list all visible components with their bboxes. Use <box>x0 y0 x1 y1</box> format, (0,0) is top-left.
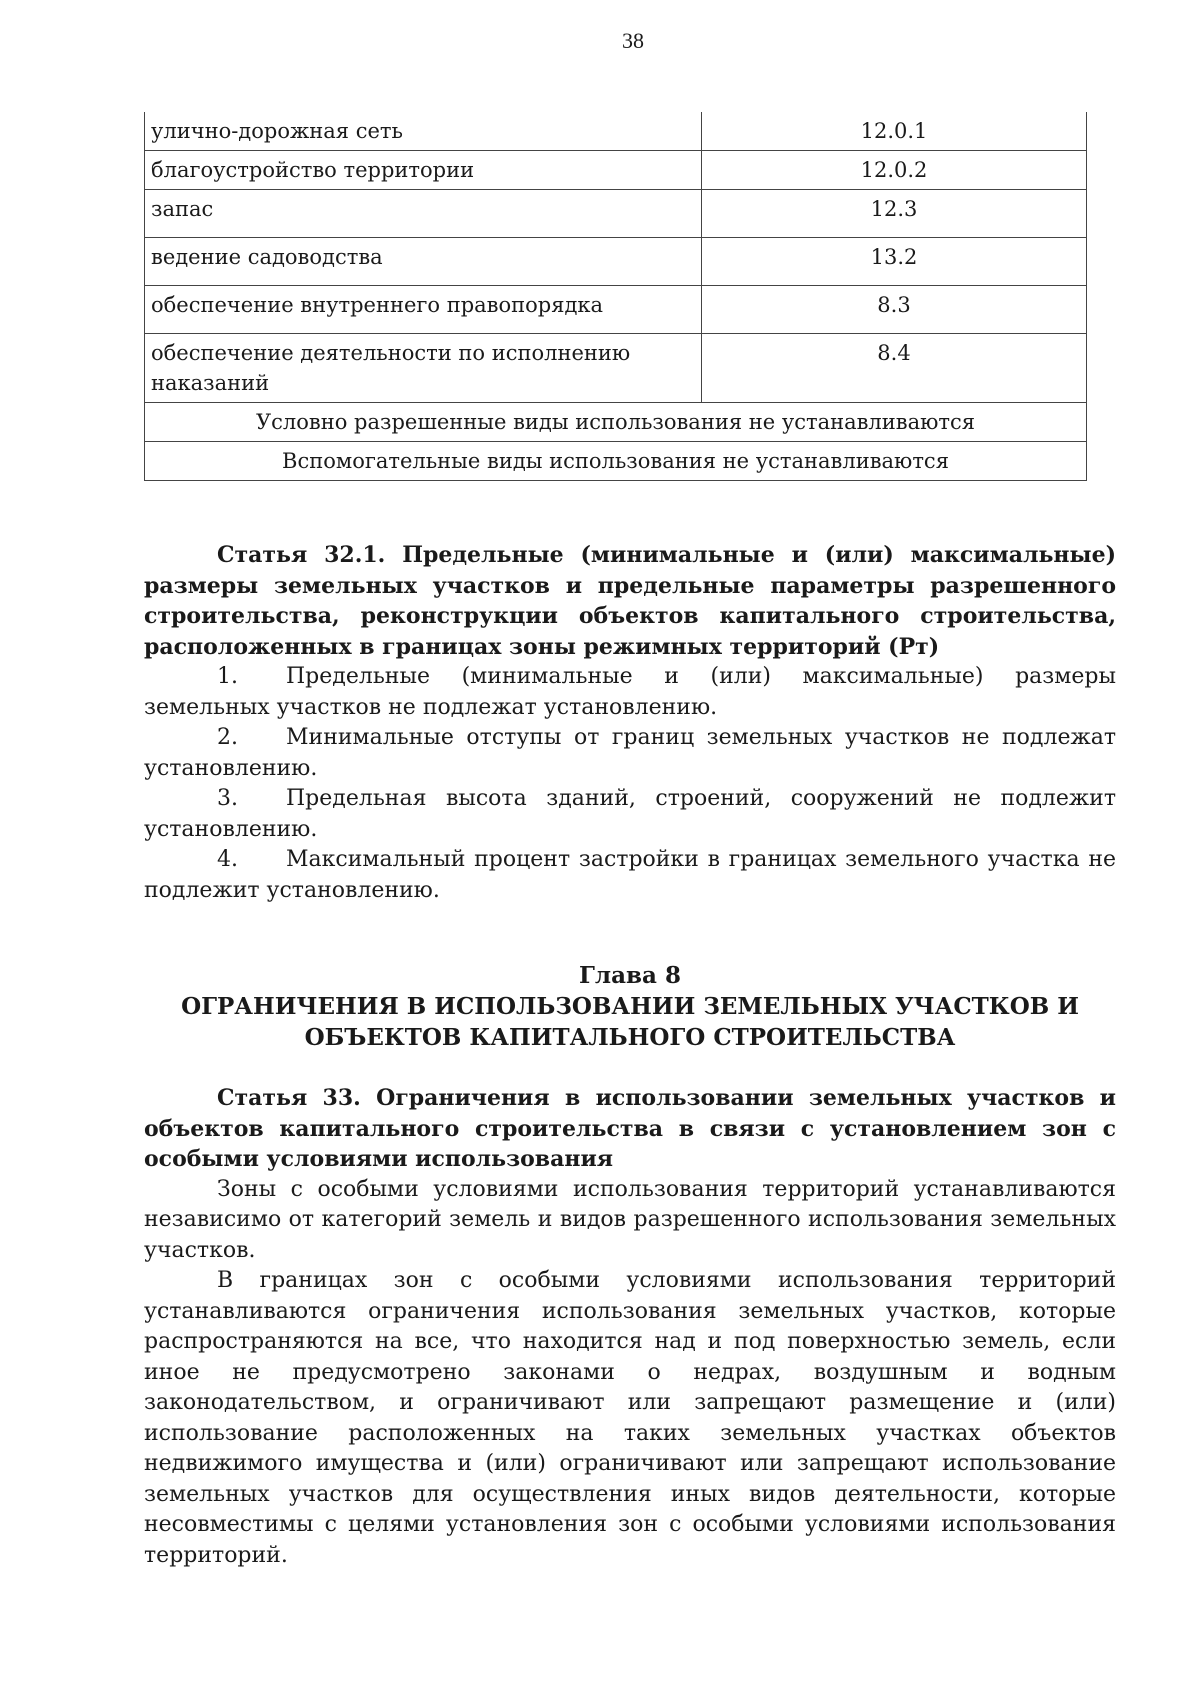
permitted-uses-table <box>144 112 1087 481</box>
item-text: Предельные (минимальные и (или) максимальные) размеры земельных участков не подлежат установлению. <box>144 664 1116 720</box>
article-32-1-heading: Статья 32.1. Предельные (минимальные и (или) максимальные) размеры земельных участков и предельные параметры разрешенного строительства, реконструкции объектов капитального строительства, расположенных в границах зоны режимных территорий (Рт) <box>144 542 1116 660</box>
article-33-heading: Статья 33. Ограничения в использовании земельных участков и объектов капитального строительства в связи с установлением зон с особыми условиями использования <box>144 1085 1116 1172</box>
table-row <box>145 334 1087 403</box>
chapter-label: Глава 8 <box>579 962 681 989</box>
use-code: 13.2 <box>702 238 1087 286</box>
item-text: Минимальные отступы от границ земельных участков не подлежат установлению. <box>144 725 1116 781</box>
use-code: 8.4 <box>702 334 1087 403</box>
table-row <box>145 112 1087 151</box>
item-text: Максимальный процент застройки в границах земельного участка не подлежит установлению. <box>144 847 1116 903</box>
table-row <box>145 151 1087 190</box>
table-row <box>145 403 1087 442</box>
chapter-title-line-2: ОБЪЕКТОВ КАПИТАЛЬНОГО СТРОИТЕЛЬСТВА <box>304 1024 956 1051</box>
use-name: обеспечение деятельности по исполнению наказаний <box>145 334 702 403</box>
use-code: 12.0.2 <box>702 151 1087 190</box>
use-name: улично-дорожная сеть <box>145 112 702 151</box>
list-item <box>144 784 1116 845</box>
use-name: обеспечение внутреннего правопорядка <box>145 286 702 334</box>
article-32-1 <box>144 540 1116 906</box>
item-number: 2. <box>217 725 238 750</box>
paragraph: Зоны с особыми условиями использования территорий устанавливаются независимо от категорий земель и видов разрешенного использования земельных участков. <box>144 1176 1116 1263</box>
table-row <box>145 190 1087 238</box>
use-name: благоустройство территории <box>145 151 702 190</box>
table-row <box>145 286 1087 334</box>
item-number: 3. <box>217 786 238 811</box>
list-item <box>144 662 1116 723</box>
article-33 <box>144 1083 1116 1571</box>
use-name: ведение садоводства <box>145 238 702 286</box>
list-item <box>144 723 1116 784</box>
table-row <box>145 442 1087 481</box>
list-item <box>144 845 1116 906</box>
chapter-title-line-1: ОГРАНИЧЕНИЯ В ИСПОЛЬЗОВАНИИ ЗЕМЕЛЬНЫХ УЧАСТКОВ И <box>181 993 1079 1020</box>
use-code: 12.0.1 <box>702 112 1087 151</box>
use-code: 12.3 <box>702 190 1087 238</box>
use-name: запас <box>145 190 702 238</box>
use-code: 8.3 <box>702 286 1087 334</box>
item-number: 1. <box>217 664 238 689</box>
paragraph: В границах зон с особыми условиями использования территорий устанавливаются ограничения использования земельных участков, которые распространяются на все, что находится над и под поверхностью земель, если иное не предусмотрено законами о недрах, воздушным и водным законодательством, и ограничивают или запрещают размещение и (или) использование расположенных на таких земельных участках объектов недвижимого имущества и (или) ограничивают или запрещают использование земельных участков для осуществления иных видов деятельности, которые несовместимы с целями установления зон с особыми условиями использования территорий. <box>144 1268 1116 1568</box>
page-number: 38 <box>622 28 644 53</box>
item-number: 4. <box>217 847 238 872</box>
conditional-uses-note: Условно разрешенные виды использования не устанавливаются <box>145 403 1087 442</box>
table-row <box>145 238 1087 286</box>
item-text: Предельная высота зданий, строений, сооружений не подлежит установлению. <box>144 786 1116 842</box>
chapter-8-heading <box>144 960 1116 1053</box>
auxiliary-uses-note: Вспомогательные виды использования не устанавливаются <box>145 442 1087 481</box>
